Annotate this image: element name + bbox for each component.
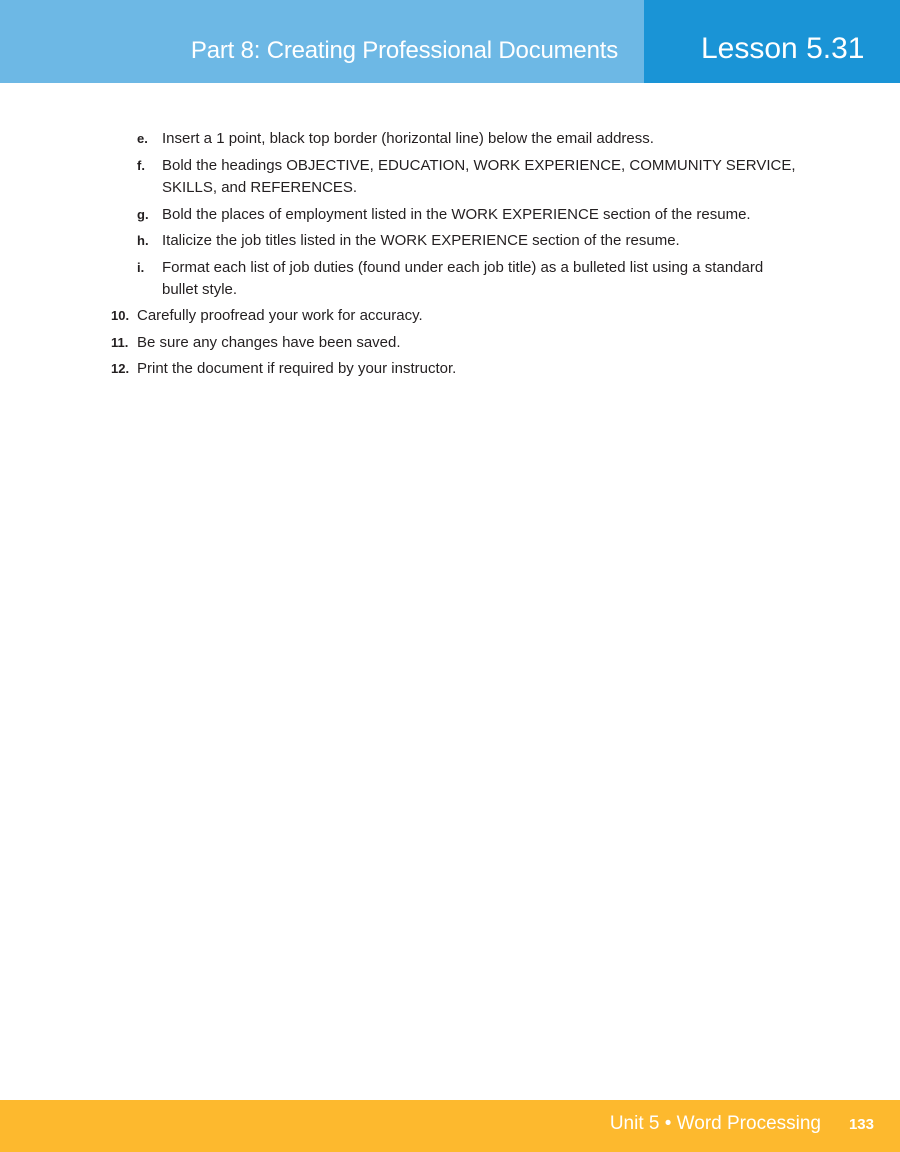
list-item — [111, 305, 797, 327]
list-item-text: Bold the places of employment listed in the WORK EXPERIENCE section of the resume. — [162, 206, 751, 223]
lesson-title: Lesson 5.31 — [701, 32, 865, 65]
page-number: 133 — [848, 1116, 874, 1133]
list-marker: 11. — [111, 335, 129, 350]
lesson-badge — [644, 0, 900, 83]
page-footer — [0, 1100, 900, 1152]
list-marker: 12. — [111, 361, 130, 376]
list-marker: e. — [137, 131, 148, 146]
list-marker: g. — [137, 207, 149, 222]
list-item — [137, 204, 802, 226]
list-item-text: Print the document if required by your instructor. — [137, 360, 457, 377]
list-item — [111, 332, 797, 354]
list-marker: 10. — [111, 308, 130, 323]
list-item-text: Be sure any changes have been saved. — [137, 334, 401, 351]
list-item-text: Italicize the job titles listed in the WORK EXPERIENCE section of the resume. — [162, 232, 680, 249]
footer-unit-label: Unit 5 • Word Processing — [609, 1113, 821, 1134]
list-marker: h. — [137, 233, 149, 248]
list-item-text: Insert a 1 point, black top border (horizontal line) below the email address. — [162, 130, 654, 147]
list-marker: i. — [137, 260, 145, 275]
list-item — [137, 155, 802, 199]
list-item-text: Format each list of job duties (found under each job title) as a bulleted list using a standard bullet style. — [162, 259, 764, 298]
list-item-text: Bold the headings OBJECTIVE, EDUCATION, WORK EXPERIENCE, COMMUNITY SERVICE, SKILLS, and REFERENCES. — [162, 157, 796, 196]
part-title: Part 8: Creating Professional Documents — [190, 37, 618, 64]
list-item — [111, 358, 797, 380]
list-item-text: Carefully proofread your work for accuracy. — [137, 307, 423, 324]
list-item — [137, 257, 792, 301]
page-header — [0, 0, 900, 83]
list-marker: f. — [137, 158, 145, 173]
list-item — [137, 128, 802, 150]
list-item — [137, 230, 802, 252]
